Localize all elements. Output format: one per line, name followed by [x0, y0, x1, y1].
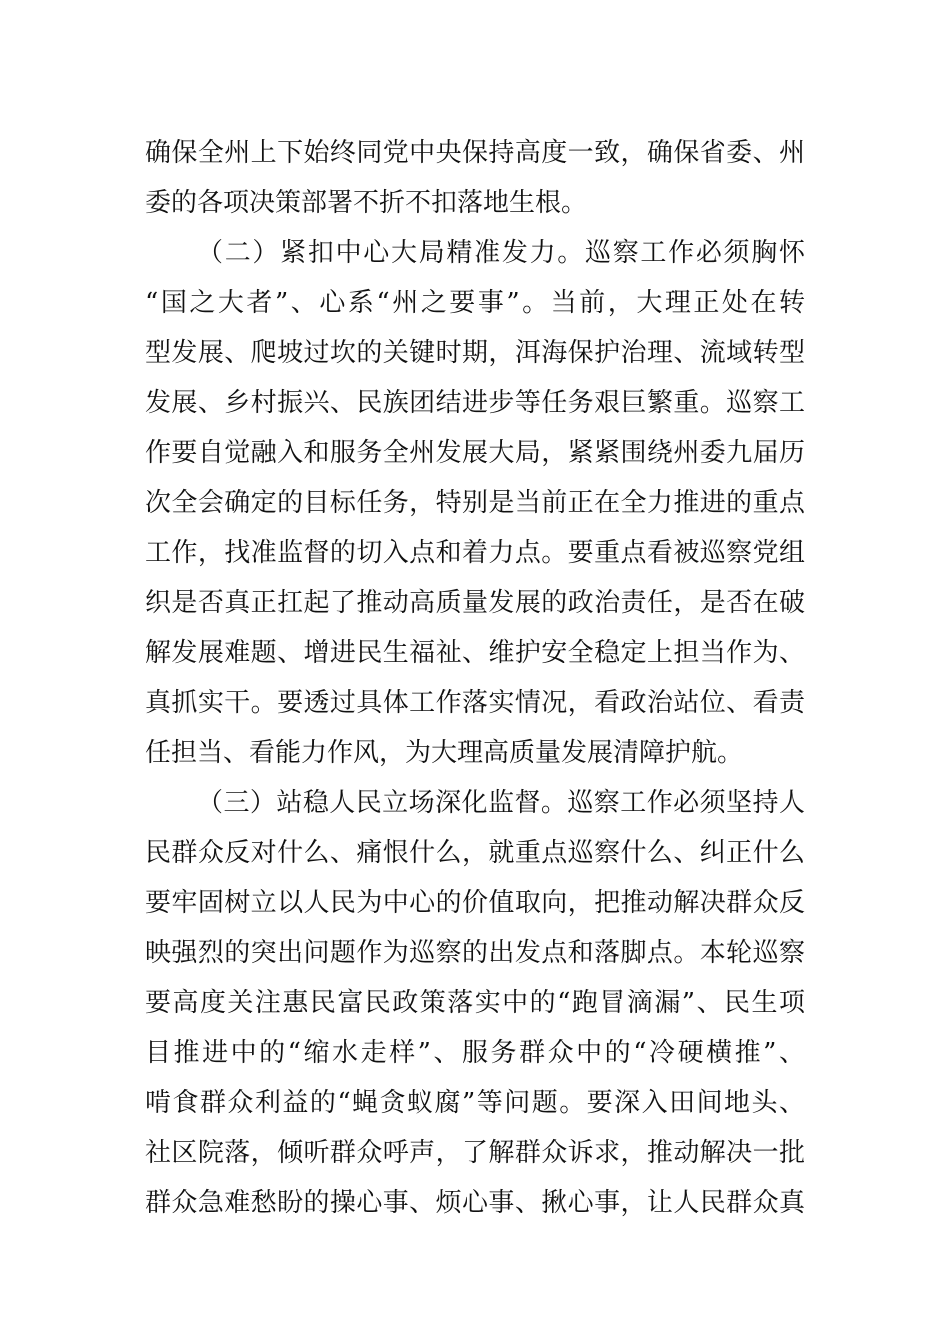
- text-line: 发展、乡村振兴、民族团结进步等任务艰巨繁重。巡察工: [145, 388, 805, 418]
- text-line: 工作，找准监督的切入点和着力点。要重点看被巡察党组: [145, 538, 805, 568]
- text-line: 映强烈的突出问题作为巡察的出发点和落脚点。本轮巡察: [145, 938, 805, 968]
- text-line: 型发展、爬坡过坎的关键时期，洱海保护治理、流域转型: [145, 338, 805, 368]
- text-line: 次全会确定的目标任务，特别是当前正在全力推进的重点: [145, 488, 805, 518]
- text-line: 织是否真正扛起了推动高质量发展的政治责任，是否在破: [145, 588, 805, 618]
- text-line: “国之大者”、心系“州之要事”。当前，大理正处在转: [145, 288, 805, 318]
- text-line: 啃食群众利益的“蝇贪蚁腐”等问题。要深入田间地头、: [145, 1088, 805, 1118]
- text-line: 委的各项决策部署不折不扣落地生根。: [145, 188, 588, 218]
- text-line: 群众急难愁盼的操心事、烦心事、揪心事，让人民群众真: [145, 1188, 805, 1218]
- text-line: 民群众反对什么、痛恨什么，就重点巡察什么、纠正什么: [145, 838, 805, 868]
- text-line: （二）紧扣中心大局精准发力。巡察工作必须胸怀: [197, 238, 805, 268]
- text-line: 要牢固树立以人民为中心的价值取向，把推动解决群众反: [145, 888, 805, 918]
- text-line: 解发展难题、增进民生福祉、维护安全稳定上担当作为、: [145, 638, 805, 668]
- text-line: 作要自觉融入和服务全州发展大局，紧紧围绕州委九届历: [145, 438, 805, 468]
- text-line: 真抓实干。要透过具体工作落实情况，看政治站位、看责: [145, 688, 805, 718]
- text-line: 目推进中的“缩水走样”、服务群众中的“冷硬横推”、: [145, 1038, 805, 1068]
- text-line: （三）站稳人民立场深化监督。巡察工作必须坚持人: [197, 788, 805, 818]
- text-line: 确保全州上下始终同党中央保持高度一致，确保省委、州: [145, 138, 805, 168]
- text-line: 社区院落，倾听群众呼声，了解群众诉求，推动解决一批: [145, 1138, 805, 1168]
- text-line: 任担当、看能力作风，为大理高质量发展清障护航。: [145, 738, 744, 768]
- text-line: 要高度关注惠民富民政策落实中的“跑冒滴漏”、民生项: [145, 988, 805, 1018]
